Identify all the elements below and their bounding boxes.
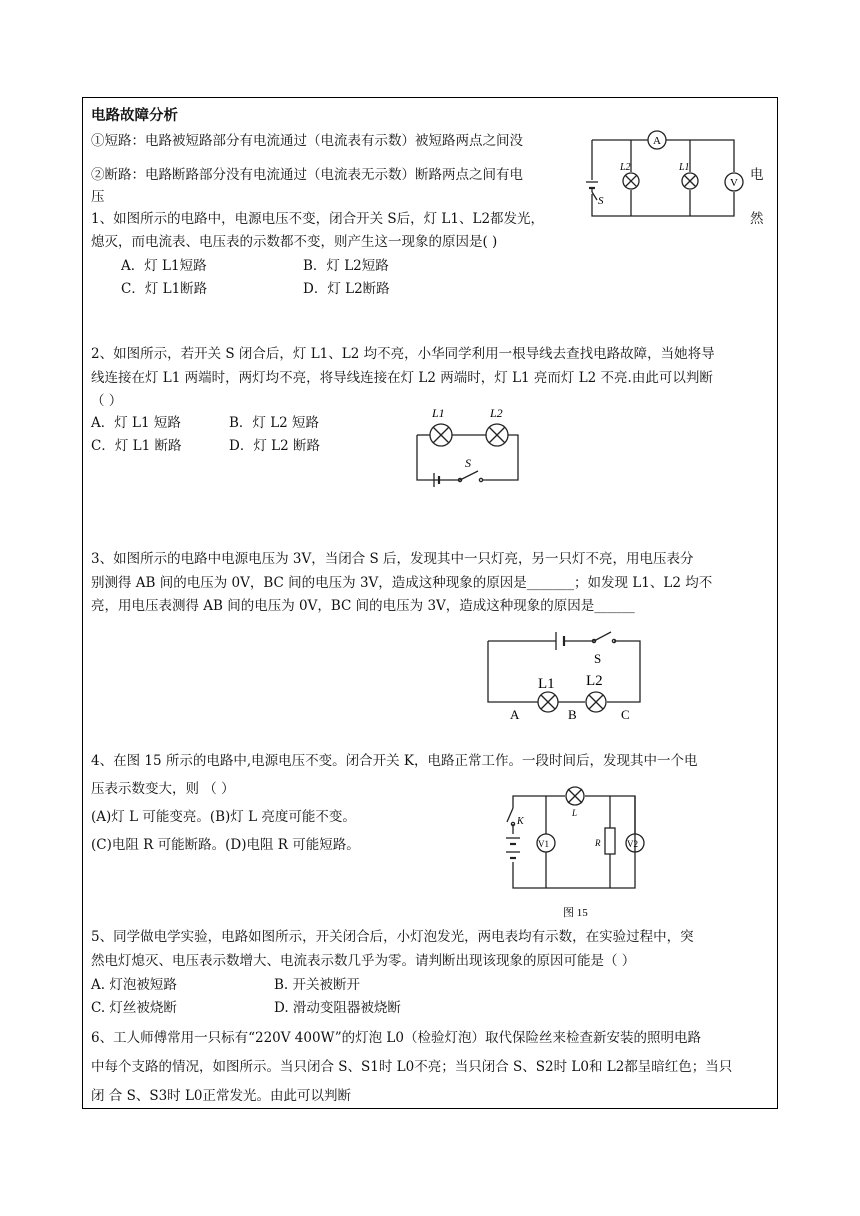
- q4-v2-label: V2: [627, 839, 638, 849]
- q3-switch-label: S: [594, 651, 602, 666]
- q1-stem-line1: 1、如图所示的电路中，电源电压不变，闭合开关 S后，灯 L1、L2都发光，: [91, 211, 545, 227]
- q4-figure-caption: 图 15: [563, 907, 588, 919]
- intro-open-tail: 电: [750, 167, 764, 183]
- q3-l1-label: L1: [538, 676, 555, 692]
- q2-l2-label: L2: [490, 406, 503, 420]
- q4-options-cd: (C)电阻 R 可能断路。(D)电阻 R 可能短路。: [91, 837, 360, 853]
- q1-stem-line2: 熄灭，而电流表、电压表的示数都不变，则产生这一现象的原因是( ): [91, 234, 498, 250]
- q6-stem-line2: 中每个支路的情况，如图所示。当只闭合 S、S1时 L0不亮；当只闭合 S、S2时 L0和 L2都呈暗红色；当只: [91, 1059, 733, 1075]
- q3-stem-line1: 3、如图所示的电路中电源电压为 3V，当闭合 S 后，发现其中一只灯亮，另一只灯不亮，用电压表分: [91, 551, 694, 567]
- q2-option-a: A．灯 L1 短路: [91, 415, 181, 431]
- q6-stem-line3: 闭 合 S、S3时 L0正常发光。由此可以判断: [91, 1088, 352, 1104]
- q1-l2-label: L2: [620, 162, 631, 173]
- q3-point-c: C: [621, 707, 630, 722]
- q2-option-b: B．灯 L2 短路: [229, 415, 320, 431]
- intro-short-circuit: ①短路：电路被短路部分有电流通过（电流表有示数）被短路两点之间没: [91, 133, 523, 149]
- q4-stem-line1: 4、在图 15 所示的电路中,电源电压不变。闭合开关 K，电路正常工作。一段时间后，发现其中一个电: [91, 753, 698, 769]
- q3-stem-line2: 别测得 AB 间的电压为 0V，BC 间的电压为 3V，造成这种现象的原因是_______；如发现 L1、L2 均不: [91, 575, 713, 591]
- q2-option-c: C．灯 L1 断路: [91, 438, 182, 454]
- q4-switch-label: K: [517, 816, 524, 827]
- intro-open-circuit-cont: 压: [91, 189, 105, 205]
- q1-ammeter-label: A: [653, 135, 661, 147]
- q4-stem-line2: 压表示数变大，则 （ ）: [91, 781, 235, 797]
- q1-circuit-diagram: [584, 124, 750, 234]
- page-title: 电路故障分析: [91, 108, 178, 124]
- q4-circuit-diagram: [495, 788, 655, 923]
- q3-stem-line3: 亮，用电压表测得 AB 间的电压为 0V，BC 间的电压为 3V，造成这种现象的原因是______: [91, 598, 635, 614]
- q4-options-ab: (A)灯 L 可能变亮。(B)灯 L 亮度可能不变。: [91, 809, 356, 825]
- q2-option-d: D．灯 L2 断路: [229, 438, 320, 454]
- q1-l1-label: L1: [679, 162, 690, 173]
- q6-stem-line1: 6、工人师傅常用一只标有“220V 400W”的灯泡 L0（检验灯泡）取代保险丝来检查新安装的照明电路: [91, 1030, 701, 1046]
- q3-circuit-diagram: [480, 625, 650, 725]
- q3-point-b: B: [568, 707, 577, 722]
- q2-stem-line3: （ ）: [91, 393, 123, 409]
- q5-option-a: A. 灯泡被短路: [91, 977, 177, 993]
- q1-option-b: B．灯 L2短路: [303, 258, 389, 274]
- q1-line1-tail: 然: [750, 211, 764, 227]
- q2-stem-line1: 2、如图所示，若开关 S 闭合后，灯 L1、L2 均不亮，小华同学利用一根导线去查找电路故障，当她将导: [91, 346, 715, 362]
- q5-stem-line2: 然电灯熄灭、电压表示数增大、电流表示数几乎为零。请判断出现该现象的原因可能是（ ）: [91, 953, 636, 969]
- q1-option-d: D．灯 L2断路: [303, 281, 390, 297]
- q1-switch-label: S: [598, 195, 604, 207]
- q5-stem-line1: 5、同学做电学实验，电路如图所示，开关闭合后，小灯泡发光，两电表均有示数，在实验过程中，突: [91, 929, 694, 945]
- q3-l2-label: L2: [586, 673, 603, 689]
- q5-option-d: D. 滑动变阻器被烧断: [274, 1000, 401, 1016]
- q2-l1-label: L1: [432, 406, 445, 420]
- q1-option-a: A．灯 L1短路: [121, 258, 207, 274]
- q5-option-c: C. 灯丝被烧断: [91, 1000, 177, 1016]
- q2-stem-line2: 线连接在灯 L1 两端时，两灯均不亮，将导线连接在灯 L2 两端时，灯 L1 亮而灯 L2 不亮.由此可以判断: [91, 370, 713, 386]
- q4-resistor-label: R: [595, 838, 601, 848]
- q1-voltmeter-label: V: [730, 177, 738, 189]
- q5-option-b: B. 开关被断开: [274, 977, 361, 993]
- q4-v1-label: V1: [538, 839, 549, 849]
- q2-circuit-diagram: [410, 405, 525, 490]
- q4-lamp-label: L: [572, 808, 578, 818]
- q3-point-a: A: [510, 707, 520, 722]
- q2-switch-label: S: [465, 456, 471, 470]
- intro-open-circuit: ②断路：电路断路部分没有电流通过（电流表无示数）断路两点之间有电: [91, 167, 523, 183]
- q1-option-c: C．灯 L1断路: [121, 281, 208, 297]
